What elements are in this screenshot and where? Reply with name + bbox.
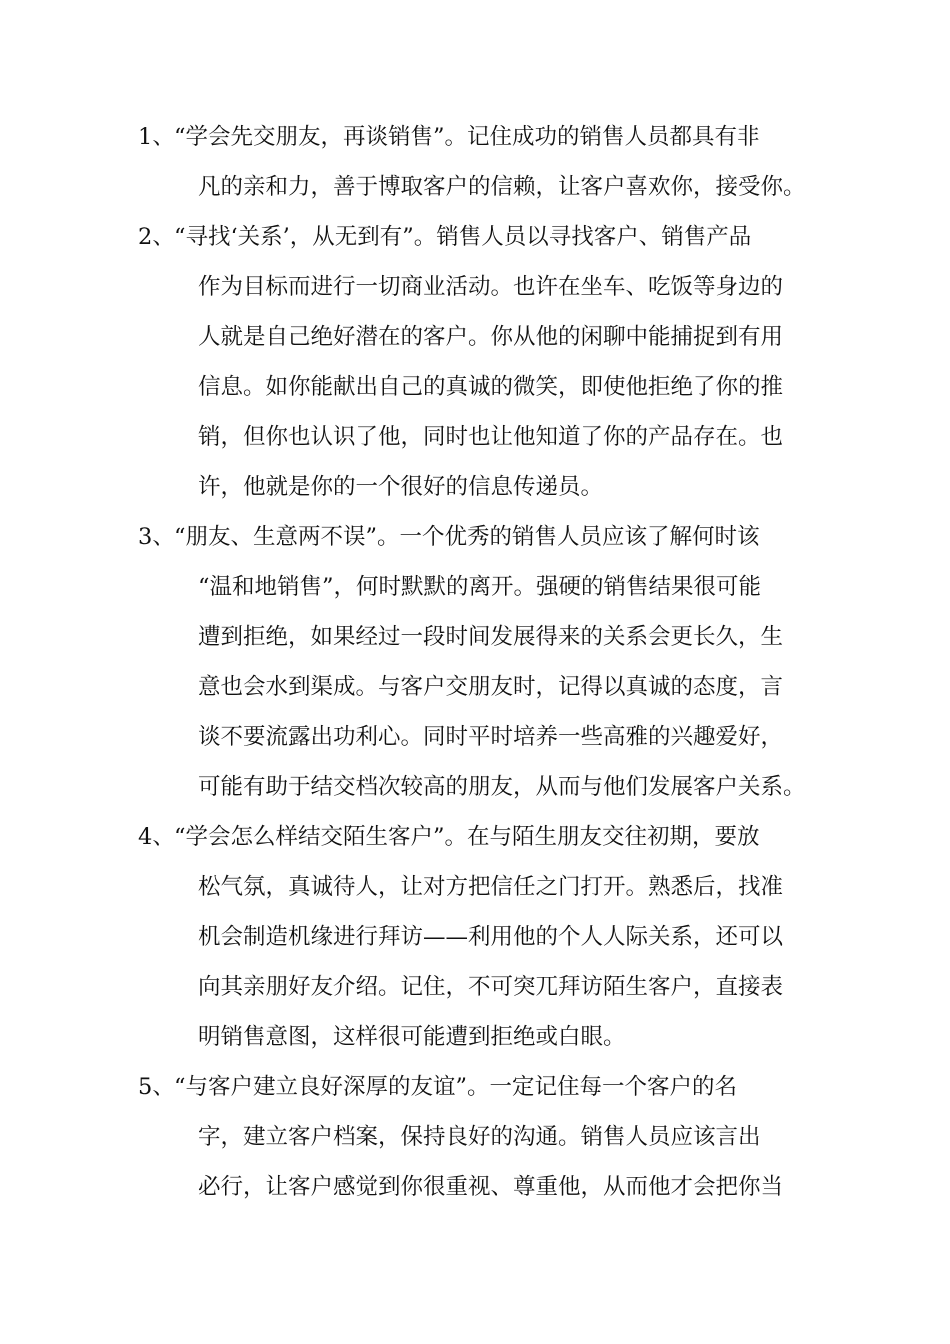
list-item-line: 作为目标而进行一切商业活动。也许在坐车、吃饭等身边的 xyxy=(198,274,784,300)
list-item-text: “学会先交朋友，再谈销售”。记住成功的销售人员都具有非 xyxy=(174,124,760,150)
list-item-line xyxy=(138,512,760,562)
list-item-line: 许，他就是你的一个很好的信息传递员。 xyxy=(198,474,604,500)
list-item-line xyxy=(138,112,760,162)
list-item-line xyxy=(138,1062,737,1112)
list-item-line: 明销售意图，这样很可能遭到拒绝或白眼。 xyxy=(198,1024,626,1050)
list-item-number: 2、 xyxy=(138,224,175,250)
list-item-line: 松气氛，真诚待人，让对方把信任之门打开。熟悉后，找准 xyxy=(198,874,784,900)
list-item-line: 销，但你也认识了他，同时也让他知道了你的产品存在。也 xyxy=(198,424,784,450)
list-item-text: “寻找‘关系’，从无到有”。销售人员以寻找客户、销售产品 xyxy=(174,224,752,250)
list-item-line: 凡的亲和力，善于博取客户的信赖，让客户喜欢你，接受你。 xyxy=(198,174,806,200)
list-item-line: 字，建立客户档案，保持良好的沟通。销售人员应该言出 xyxy=(198,1124,761,1150)
list-item-line: 人就是自己绝好潜在的客户。你从他的闲聊中能捕捉到有用 xyxy=(198,324,784,350)
list-item-text: “朋友、生意两不误”。一个优秀的销售人员应该了解何时该 xyxy=(174,524,760,550)
list-item-line: 遭到拒绝，如果经过一段时间发展得来的关系会更长久，生 xyxy=(198,624,784,650)
list-item-line: “温和地销售”，何时默默的离开。强硬的销售结果很可能 xyxy=(198,574,762,600)
list-item-line xyxy=(138,212,751,262)
list-item-number: 4、 xyxy=(138,824,175,850)
list-item-line: 机会制造机缘进行拜访——利用他的个人人际关系，还可以 xyxy=(198,924,784,950)
list-item-line: 必行，让客户感觉到你很重视、尊重他，从而他才会把你当 xyxy=(198,1174,784,1200)
list-item-number: 1、 xyxy=(138,124,175,150)
list-item-text: “与客户建立良好深厚的友谊”。一定记住每一个客户的名 xyxy=(174,1074,738,1100)
list-item-line: 谈不要流露出功利心。同时平时培养一些高雅的兴趣爱好， xyxy=(198,724,784,750)
list-item-number: 3、 xyxy=(138,524,175,550)
list-item-line: 信息。如你能献出自己的真诚的微笑，即使他拒绝了你的推 xyxy=(198,374,784,400)
list-item-number: 5、 xyxy=(138,1074,175,1100)
list-item-line: 向其亲朋好友介绍。记住，不可突兀拜访陌生客户，直接表 xyxy=(198,974,784,1000)
list-item-text: “学会怎么样结交陌生客户”。在与陌生朋友交往初期，要放 xyxy=(174,824,760,850)
list-item-line xyxy=(138,812,760,862)
list-item-line: 可能有助于结交档次较高的朋友，从而与他们发展客户关系。 xyxy=(198,774,806,800)
list-item-line: 意也会水到渠成。与客户交朋友时，记得以真诚的态度，言 xyxy=(198,674,784,700)
